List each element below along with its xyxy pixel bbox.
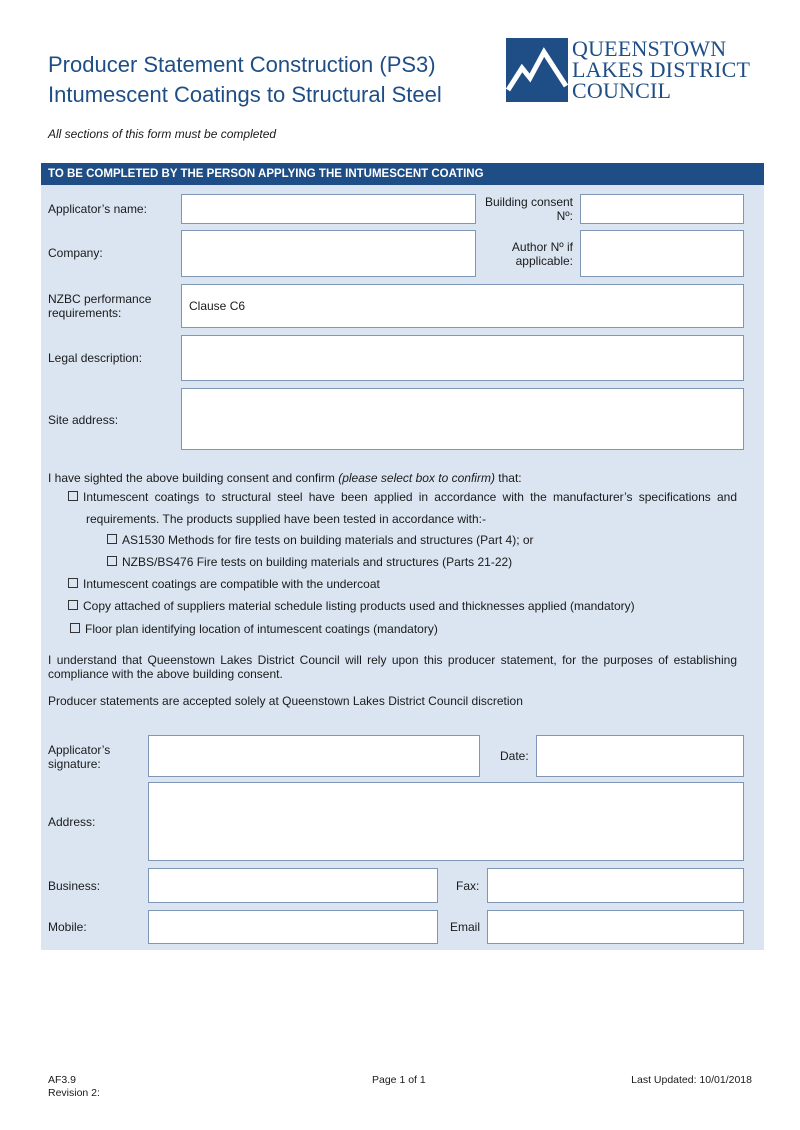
nzbc-input[interactable]: Clause C6: [181, 284, 744, 328]
check-1a: AS1530 Methods for fire tests on building materials and structures (Part 4); or: [107, 533, 534, 547]
email-input[interactable]: [487, 910, 744, 944]
confirm-intro: I have sighted the above building consent and confirm (please select box to confirm) that:: [48, 471, 522, 485]
checkbox-applied-per-spec[interactable]: [68, 491, 78, 501]
address-input[interactable]: [148, 782, 744, 861]
check-1-line1: Intumescent coatings to structural steel have been applied in accordance with the manufacturer’s specifications and: [68, 490, 737, 504]
footer-last-updated: Last Updated: 10/01/2018: [631, 1074, 752, 1086]
signature-label: Applicator’s signature:: [48, 743, 111, 771]
date-label: Date:: [500, 749, 529, 763]
check-3: Copy attached of suppliers material schedule listing products used and thicknesses applied (mandatory): [68, 599, 635, 613]
footer-page-number: Page 1 of 1: [372, 1074, 426, 1086]
logo-wordmark: QUEENSTOWN LAKES DISTRICT COUNCIL: [572, 36, 751, 103]
applicant-name-input[interactable]: [181, 194, 476, 224]
signature-input[interactable]: [148, 735, 480, 777]
legal-description-input[interactable]: [181, 335, 744, 381]
site-address-input[interactable]: [181, 388, 744, 450]
understand-line1: I understand that Queenstown Lakes District Council will rely upon this producer statement, for the purposes of establishing: [48, 653, 737, 667]
check-1-line2: requirements. The products supplied have been tested in accordance with:-: [86, 512, 487, 526]
author-no-label: Author Nº if applicable:: [511, 240, 573, 268]
author-no-input[interactable]: [580, 230, 744, 277]
accepted-statement: Producer statements are accepted solely at Queenstown Lakes District Council discretion: [48, 694, 523, 708]
checkbox-as1530[interactable]: [107, 534, 117, 544]
mobile-input[interactable]: [148, 910, 438, 944]
email-label: Email: [450, 920, 481, 934]
site-address-label: Site address:: [48, 413, 119, 427]
company-label: Company:: [48, 246, 103, 260]
page-title-line1: Producer Statement Construction (PS3): [48, 52, 436, 77]
check-2: Intumescent coatings are compatible with the undercoat: [68, 577, 380, 591]
legal-description-label: Legal description:: [48, 351, 143, 365]
building-consent-input[interactable]: [580, 194, 744, 224]
check-1b: NZBS/BS476 Fire tests on building materials and structures (Parts 21-22): [107, 555, 512, 569]
nzbc-label: NZBC performance requirements:: [48, 292, 152, 320]
mountain-logo-icon: [506, 38, 568, 102]
footer-form-code: AF3.9 Revision 2:: [48, 1074, 100, 1099]
checkbox-material-schedule[interactable]: [68, 600, 78, 610]
fax-input[interactable]: [487, 868, 744, 903]
business-label: Business:: [48, 879, 101, 893]
page-title-line2: Intumescent Coatings to Structural Steel: [48, 82, 442, 107]
mobile-label: Mobile:: [48, 920, 87, 934]
building-consent-label: Building consent Nº:: [484, 195, 573, 223]
checkbox-floor-plan[interactable]: [70, 623, 80, 633]
company-input[interactable]: [181, 230, 476, 277]
form-instruction: All sections of this form must be completed: [48, 127, 277, 141]
date-input[interactable]: [536, 735, 744, 777]
council-logo: [506, 38, 754, 104]
checkbox-nzbs-bs476[interactable]: [107, 556, 117, 566]
checkbox-compatible-undercoat[interactable]: [68, 578, 78, 588]
business-input[interactable]: [148, 868, 438, 903]
form-panel: [41, 163, 764, 950]
address-label: Address:: [48, 815, 96, 829]
section-heading: TO BE COMPLETED BY THE PERSON APPLYING THE INTUMESCENT COATING: [41, 163, 764, 185]
fax-label: Fax:: [456, 879, 480, 893]
understand-line2: compliance with the above building consent.: [48, 667, 283, 681]
applicant-name-label: Applicator’s name:: [48, 202, 147, 216]
check-4: Floor plan identifying location of intumescent coatings (mandatory): [70, 622, 438, 636]
